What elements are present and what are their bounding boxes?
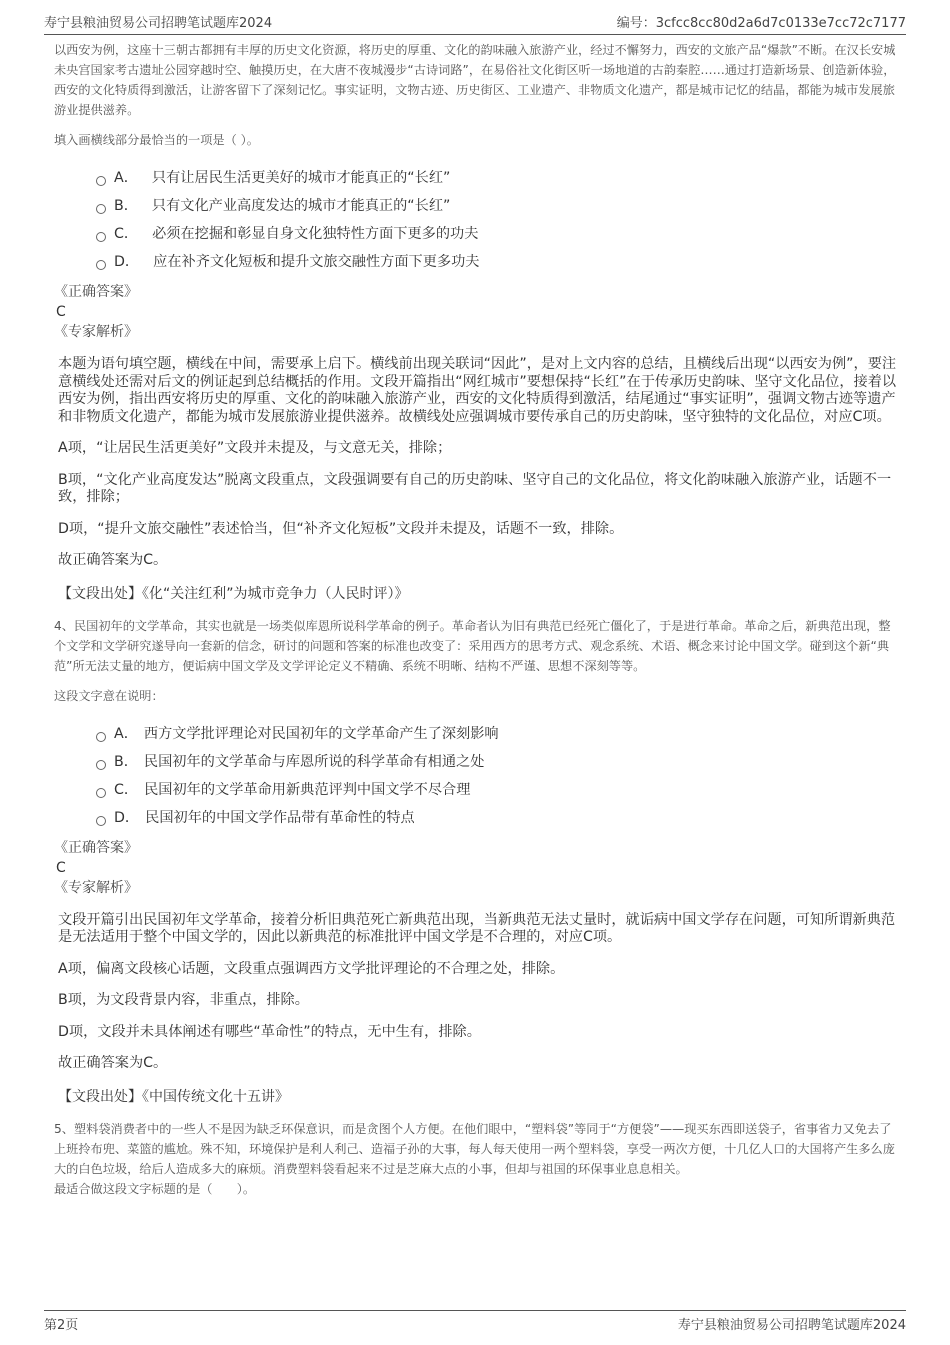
q3-answer: C <box>56 304 66 320</box>
radio-icon[interactable] <box>96 760 106 770</box>
q4-analysis-b: B项，为文段背景内容，非重点，排除。 <box>58 992 309 1008</box>
q4-passage: 4、民国初年的文学革命，其实也就是一场类似库恩所说科学革命的例子。革命者认为旧有典范已经死亡僵化了，于是进行革命。革命之后，新典范出现，整个文学和文学研究遂导向一套新的信念，研讨的问题和答案的标准也改变了：采用西方的思考方式、观念系统、术语、概念来讨论中国文学。碰到这个新“典范”所无法丈量的地方，便诟病中国文学及文学评论定义不精确、系统不明晰、结构不严谨、思想不深刻等等。 <box>54 618 891 673</box>
q3-analysis-d: D项，“提升文旅交融性”表述恰当，但“补齐文化短板”文段并未提及，话题不一致，排除。 <box>58 520 624 537</box>
radio-icon[interactable] <box>96 232 106 242</box>
q4-analysis-main: 文段开篇引出民国初年文学革命，接着分析旧典范死亡新典范出现，当新典范无法丈量时，就诟病中国文学存在问题，可知所谓新典范是无法适用于整个中国文学的，因此以新典范的标准批评中国文学是不合理的，对应C项。 <box>58 911 896 945</box>
radio-icon[interactable] <box>96 732 106 742</box>
page-content <box>54 40 902 1199</box>
q3-stem: 填入画横线部分最恰当的一项是（ ）。 <box>54 133 259 147</box>
q3-analysis-a: A项，“让居民生活更美好”文段并未提及，与文意无关，排除； <box>58 440 452 456</box>
radio-icon[interactable] <box>96 816 106 826</box>
q3-analysis-label: 《专家解析》 <box>54 324 138 340</box>
radio-icon[interactable] <box>96 788 106 798</box>
radio-icon[interactable] <box>96 204 106 214</box>
q4-analysis-label: 《专家解析》 <box>54 879 138 896</box>
q5-passage: 5、塑料袋消费者中的一些人不是因为缺乏环保意识，而是贪图个人方便。在他们眼中，“塑料袋”等同于“方便袋”——现买东西即送袋子，省事省力又免去了上班拎布兜、菜篮的尴尬。殊不知，环境保护是利人利己、造福子孙的大事，每人每天使用一两个塑料袋，享受一两次方便，十几亿人口的大国将产生多么庞大的白色垃圾，给后人造成多大的麻烦。消费塑料袋看起来不过是芝麻大点的小事，但却与祖国的环保事业息息相关。 <box>54 1121 895 1176</box>
q4-analysis-d: D项，文段并未具体阐述有哪些“革命性”的特点，无中生有，排除。 <box>58 1023 481 1040</box>
q5-stem: 最适合做这段文字标题的是（ ）。 <box>54 1181 256 1196</box>
q4-answer-label: 《正确答案》 <box>54 839 138 856</box>
q4-option-b[interactable]: B． 民国初年的文学革命与库恩所说的科学革命有相通之处 <box>96 748 902 776</box>
q3-analysis-main: 本题为语句填空题，横线在中间，需要承上启下。横线前出现关联词“因此”，是对上文内容的总结，且横线后出现“以西安为例”，要注意横线处还需对后文的例证起到总结概括的作用。文段开篇指出“网红城市”要想保持“长红”在于传承历史韵味、坚守文化品位，接着以西安为例，指出西安将历史的厚重、文化的韵味融入旅游产业，西安的文化特质得到激活，结尾通过“事实证明”，强调文物古迹等遗产和非物质文化遗产，都能为城市发展旅游业提供滋养。故横线处应强调城市要传承自己的历史韵味，坚守独特的文化品位，对应C项。 <box>58 356 897 425</box>
radio-icon[interactable] <box>96 260 106 270</box>
q4-analysis-a: A项，偏离文段核心话题，文段重点强调西方文学批评理论的不合理之处，排除。 <box>58 960 565 977</box>
q4-stem: 这段文字意在说明： <box>54 688 164 703</box>
radio-icon[interactable] <box>96 176 106 186</box>
question-5 <box>54 1119 902 1199</box>
q4-answer: C <box>56 859 66 876</box>
page-footer <box>44 1310 906 1333</box>
q4-option-d[interactable]: D． 民国初年的中国文学作品带有革命性的特点 <box>96 804 902 832</box>
question-3 <box>54 40 902 604</box>
q3-option-c[interactable]: C． 必须在挖掘和彰显自身文化独特性方面下更多的功夫 <box>96 220 902 248</box>
header-serial: 编号：3cfcc8cc80d2a6d7c0133e7cc72c7177 <box>616 16 906 31</box>
q4-conclusion: 故正确答案为C。 <box>58 1055 168 1071</box>
q3-options <box>96 164 902 276</box>
header-title: 寿宁县粮油贸易公司招聘笔试题库2024 <box>44 16 273 31</box>
q3-option-a[interactable]: A． 只有让居民生活更美好的城市才能真正的“长红” <box>96 164 902 192</box>
question-4 <box>54 616 902 1107</box>
page-header <box>44 12 906 35</box>
q3-option-d[interactable]: D． 应在补齐文化短板和提升文旅交融性方面下更多功夫 <box>96 248 902 276</box>
q4-source: 【文段出处】《中国传统文化十五讲》 <box>58 1088 289 1105</box>
q4-options <box>96 720 902 832</box>
q4-option-a[interactable]: A． 西方文学批评理论对民国初年的文学革命产生了深刻影响 <box>96 720 902 748</box>
page-number: 第2页 <box>44 1318 79 1333</box>
q3-option-b[interactable]: B． 只有文化产业高度发达的城市才能真正的“长红” <box>96 192 902 220</box>
q4-option-c[interactable]: C． 民国初年的文学革命用新典范评判中国文学不尽合理 <box>96 776 902 804</box>
q3-source: 【文段出处】《化“关注红利”为城市竞争力（人民时评）》 <box>58 585 409 602</box>
q3-conclusion: 故正确答案为C。 <box>58 552 168 568</box>
q3-passage: 以西安为例，这座十三朝古都拥有丰厚的历史文化资源，将历史的厚重、文化的韵味融入旅游产业，经过不懈努力，西安的文旅产品“爆款”不断。在汉长安城未央宫国家考古遗址公园穿越时空、触摸历史，在大唐不夜城漫步“古诗词路”，在易俗社文化街区听一场地道的古韵秦腔……通过打造新场景、创造新体验，西安的文化特质得到激活，让游客留下了深刻记忆。事实证明，文物古迹、历史街区、工业遗产、非物质文化遗产，都是城市记忆的结晶，都能为城市发展旅游业提供滋养。 <box>54 43 896 117</box>
q3-answer-label: 《正确答案》 <box>54 284 138 300</box>
q3-analysis-b: B项，“文化产业高度发达”脱离文段重点，文段强调要有自己的历史韵味、坚守自己的文化品位，将文化韵味融入旅游产业，话题不一致，排除； <box>58 471 892 505</box>
footer-title: 寿宁县粮油贸易公司招聘笔试题库2024 <box>677 1318 906 1333</box>
